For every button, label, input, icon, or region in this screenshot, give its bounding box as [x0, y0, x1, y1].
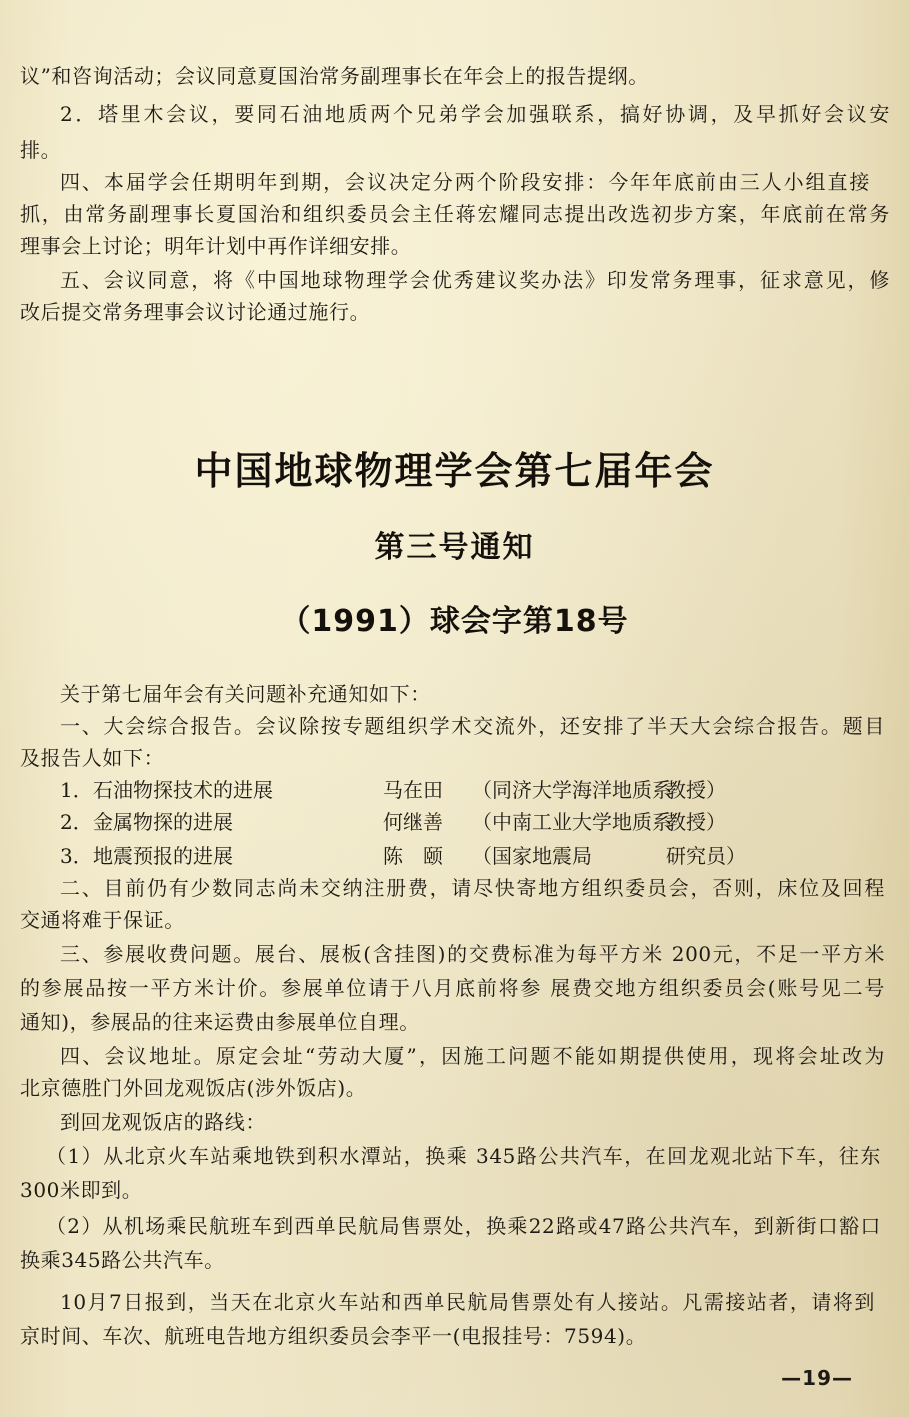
route-1-line-2: 300米即到。	[20, 1178, 143, 1202]
report-topic: 石油物探技术的进展	[93, 778, 273, 802]
report-topic: 金属物探的进展	[93, 810, 233, 834]
registration-line-1: 10月7日报到，当天在北京火车站和西单民航局售票处有人接站。凡需接站者，请将到	[60, 1290, 875, 1314]
section-1-line-1: 一、大会综合报告。会议除按专题组织学术交流外，还安排了半天大会综合报告。题目	[60, 714, 885, 738]
report-topic: 地震预报的进展	[93, 844, 233, 868]
report-speaker: 陈 颐	[383, 844, 443, 868]
report-number: 2．	[60, 810, 93, 834]
report-affiliation: （同济大学海洋地质系	[472, 778, 672, 802]
route-heading: 到回龙观饭店的路线：	[60, 1110, 266, 1134]
route-2-line-1: （2）从机场乘民航班车到西单民航局售票处，换乘22路或47路公共汽车，到新街口豁口	[46, 1214, 881, 1238]
section-2-line-1: 二、目前仍有少数同志尚未交纳注册费，请尽快寄地方组织委员会，否则，床位及回程	[60, 876, 885, 900]
report-affiliation: （中南工业大学地质系	[472, 810, 672, 834]
report-affiliation: （国家地震局	[472, 844, 592, 868]
meeting-item-5-line-2: 改后提交常务理事会议讨论通过施行。	[20, 300, 371, 324]
report-rank: 研究员）	[666, 844, 746, 868]
document-number: （1991）球会字第18号	[280, 604, 629, 639]
report-rank: 教授）	[666, 810, 726, 834]
meeting-item-4-line-2: 抓，由常务副理事长夏国治和组织委员会主任蒋宏耀同志提出改选初步方案，年底前在常务	[20, 202, 890, 226]
section-3-line-2: 的参展品按一平方米计价。参展单位请于八月底前将参 展费交地方组织委员会(账号见二号	[20, 976, 885, 1000]
registration-line-2: 京时间、车次、航班电告地方组织委员会李平一(电报挂号：7594)。	[20, 1324, 647, 1348]
route-1-line-1: （1）从北京火车站乘地铁到积水潭站，换乘 345路公共汽车，在回龙观北站下车，往东	[46, 1144, 881, 1168]
section-2-line-2: 交通将难于保证。	[20, 908, 185, 932]
meeting-item-4-line-1: 四、本届学会任期明年到期，会议决定分两个阶段安排：今年年底前由三人小组直接	[60, 170, 870, 194]
meeting-item-2-line-2: 排。	[20, 138, 62, 162]
page-number: —19—	[781, 1366, 853, 1390]
section-3-line-3: 通知)，参展品的往来运费由参展单位自理。	[20, 1010, 420, 1034]
report-number: 3．	[60, 844, 93, 868]
report-speaker: 马在田	[383, 778, 443, 802]
report-number: 1．	[60, 778, 93, 802]
report-speaker: 何继善	[383, 810, 443, 834]
report-rank: 教授）	[666, 778, 726, 802]
meeting-item-5-line-1: 五、会议同意，将《中国地球物理学会优秀建议奖办法》印发常务理事，征求意见，修	[60, 268, 890, 292]
page-title: 中国地球物理学会第七届年会	[194, 449, 715, 493]
meeting-item-2-line-1: 2．塔里木会议，要同石油地质两个兄弟学会加强联系，搞好协调，及早抓好会议安	[60, 102, 890, 126]
previous-item-continuation: 议”和咨询活动；会议同意夏国治常务副理事长在年会上的报告提纲。	[20, 64, 649, 88]
section-4-line-2: 北京德胜门外回龙观饭店(涉外饭店)。	[20, 1076, 367, 1100]
meeting-item-4-line-3: 理事会上讨论；明年计划中再作详细安排。	[20, 234, 412, 258]
section-4-line-1: 四、会议地址。原定会址“劳动大厦”，因施工问题不能如期提供使用，现将会址改为	[60, 1044, 885, 1068]
section-1-line-2: 及报告人如下：	[20, 746, 165, 770]
route-2-line-2: 换乘345路公共汽车。	[20, 1248, 225, 1272]
notice-subtitle: 第三号通知	[374, 530, 535, 565]
section-3-line-1: 三、参展收费问题。展台、展板(含挂图)的交费标准为每平方米 200元，不足一平方米	[60, 942, 885, 966]
intro-text: 关于第七届年会有关问题补充通知如下：	[60, 682, 431, 706]
